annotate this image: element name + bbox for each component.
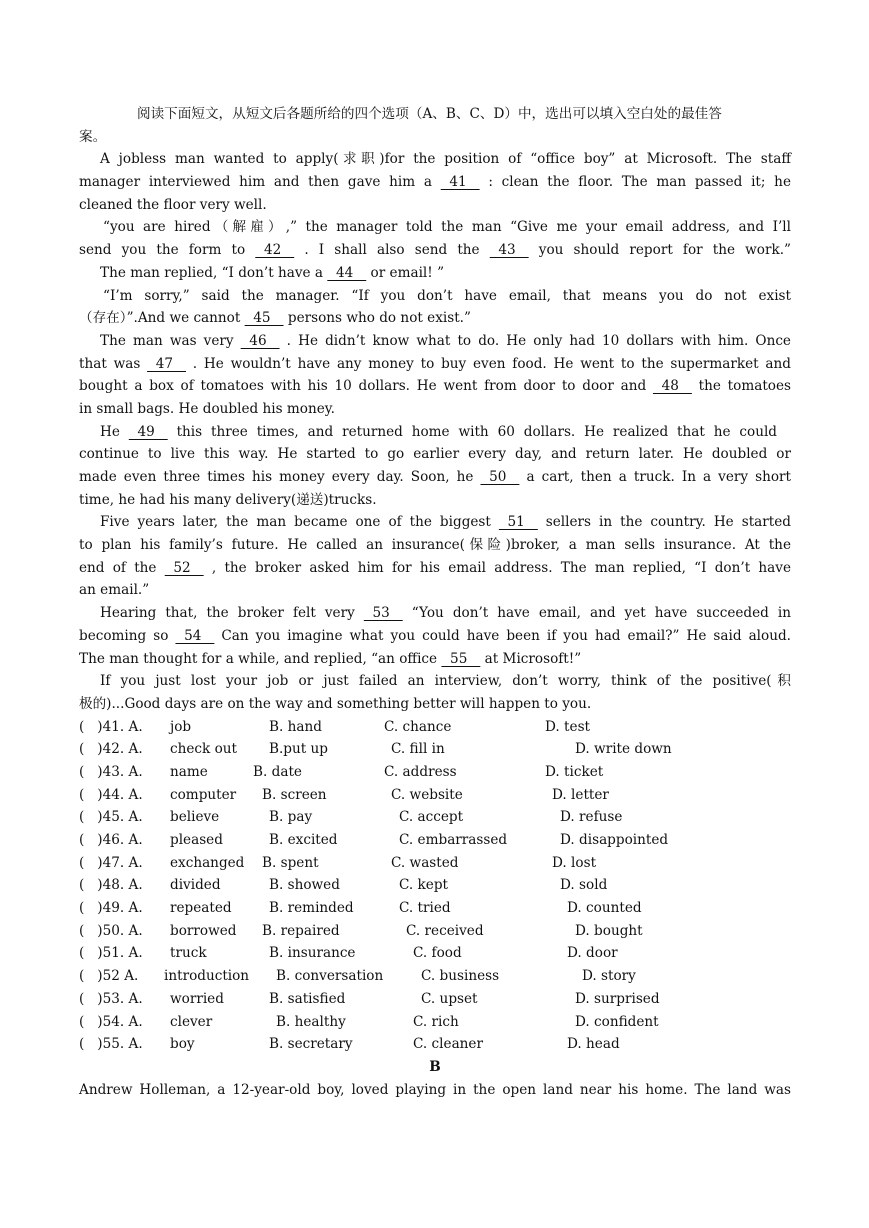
question-row [79,784,791,807]
question-row [79,965,791,988]
option-c: C. upset [421,990,478,1007]
question-number: ( )50. A. [79,922,143,939]
question-row [79,1033,791,1056]
passage-line: an email.” [79,582,150,599]
option-d: D. confident [575,1013,659,1030]
passage-line: end of the 52 , the broker asked him for his email address. The man replied, “I don’t have [79,557,791,580]
passage-line: He 49 this three times, and returned home with 60 dollars. He realized that he could [79,421,791,444]
question-number: ( )41. A. [79,718,143,735]
option-c: C. cleaner [413,1036,483,1053]
option-c: C. received [406,922,484,939]
option-b: B.put up [269,741,329,758]
option-d: D. surprised [575,990,660,1007]
question-row [79,761,791,784]
question-row [79,716,791,739]
option-c: C. embarrassed [399,832,508,848]
question-number: ( )42. A. [79,741,143,758]
answer-blank[interactable]: 50 [480,469,520,485]
passage-line: The man replied, “I don’t have a 44 or email! ” [79,262,791,285]
section-heading: B [429,1058,441,1075]
answer-blank[interactable]: 42 [255,242,295,259]
question-number: ( )48. A. [79,877,143,894]
option-a: worried [170,990,224,1007]
passage-line: becoming so 54 Can you imagine what you could have been if you had email?” He said aloud. [79,625,791,648]
option-a: exchanged [170,854,245,871]
question-number: ( )52 A. [79,968,139,985]
option-c: C. chance [384,718,452,735]
option-b: B. healthy [276,1013,346,1030]
option-b: B. insurance [269,945,356,962]
option-a: name [170,763,208,780]
question-number: ( )47. A. [79,854,143,871]
option-a: introduction [164,968,250,985]
answer-blank[interactable]: 49 [128,423,168,440]
option-d: D. sold [560,877,608,894]
question-row [79,897,791,920]
option-c: C. rich [413,1013,459,1030]
option-c: C. wasted [391,854,459,871]
option-a: borrowed [170,922,237,939]
option-d: D. lost [552,854,597,871]
option-a: truck [170,945,207,962]
option-c: C. accept [399,809,464,826]
option-d: D. refuse [560,809,623,826]
answer-blank[interactable]: 52 [164,559,204,576]
question-row [79,738,791,761]
option-b: B. reminded [269,900,354,917]
answer-blank[interactable]: 48 [652,378,692,395]
option-c: C. website [391,786,463,803]
passage-line: manager interviewed him and then gave him a 41 : clean the floor. The man passed it; he [79,171,791,194]
option-b: B. secretary [269,1036,353,1053]
option-b: B. conversation [276,968,384,985]
answer-blank[interactable]: 46 [240,332,280,349]
answer-blank[interactable]: 54 [175,627,215,644]
option-b: B. hand [269,718,322,735]
answer-blank[interactable]: 43 [489,242,529,259]
option-a: repeated [170,900,232,917]
option-d: D. test [545,718,591,735]
passage-line: send you the form to 42 . I shall also send the 43 you should report for the work.” [79,239,791,262]
option-c: C. fill in [391,741,445,758]
option-a: boy [170,1036,195,1053]
passage-line: Five years later, the man became one of the biggest 51 sellers in the country. He started [79,511,791,534]
passage-line: in small bags. He doubled his money. [79,400,335,417]
option-c: C. food [413,945,462,962]
option-b: B. screen [262,786,327,803]
question-number: ( )45. A. [79,809,143,826]
answer-blank[interactable]: 53 [363,605,403,622]
passage-line: “I’m sorry,” said the manager. “If you don’t have email, that means you do not exist [103,287,791,304]
passage-line: cleaned the floor very well. [79,196,267,213]
passage-line: 极的)...Good days are on the way and something better will happen to you. [79,695,592,712]
option-d: D. letter [552,786,609,803]
question-row [79,852,791,875]
passage-line: continue to live this way. He started to go earlier every day, and return later. He doubled or [79,446,791,463]
passage-line: A jobless man wanted to apply(求职)for the position of “office boy” at Microsoft. The staff [100,151,791,168]
option-a: clever [170,1013,213,1030]
question-list [79,716,791,1056]
passage-line: time, he had his many delivery(递送)trucks. [79,491,377,508]
passage-line: that was 47 . He wouldn’t have any money to buy even food. He went to the supermarket and [79,353,791,376]
option-c: C. address [384,763,457,780]
option-b: B. excited [269,832,338,848]
document-page [79,103,791,1101]
passage-line: （存在）”.And we cannot 45 persons who do not exist.” [79,307,791,330]
question-row [79,874,791,897]
passage-line: If you just lost your job or just failed an interview, don’t worry, think of the positive(积 [100,673,791,690]
option-b: B. spent [262,854,319,871]
option-c: C. business [421,968,500,985]
question-number: ( )43. A. [79,763,143,780]
option-d: D. write down [575,741,672,758]
option-a: computer [170,786,237,803]
option-a: divided [170,877,221,894]
question-row [79,988,791,1011]
question-row [79,1011,791,1034]
option-d: D. counted [567,900,642,917]
answer-blank[interactable]: 47 [147,355,186,372]
answer-blank[interactable]: 55 [441,650,481,667]
question-number: ( )44. A. [79,786,143,803]
option-b: B. repaired [262,922,340,939]
passage-line: made even three times his money every day. Soon, he 50 a cart, then a truck. In a very short [79,466,791,489]
option-a: believe [170,809,220,826]
instruction-line: 阅读下面短文，从短文后各题所给的四个选项（A、B、C、D）中，选出可以填入空白处的最佳答 [137,106,722,122]
question-number: ( )53. A. [79,990,143,1007]
option-d: D. story [582,968,636,985]
passage-line: The man thought for a while, and replied, “an office 55 at Microsoft!” [79,648,791,671]
passage-line: to plan his family’s future. He called an insurance(保险)broker, a man sells insurance. At the [79,537,791,554]
instruction-line: 案。 [79,128,107,145]
option-d: D. bought [575,922,643,939]
passage-line: The man was very 46 . He didn’t know what to do. He only had 10 dollars with him. Once [79,330,791,353]
passage-line: Andrew Holleman, a 12-year-old boy, loved playing in the open land near his home. The land was [79,1081,791,1098]
question-number: ( )54. A. [79,1013,143,1030]
option-d: D. door [567,945,618,962]
option-d: D. disappointed [560,832,669,848]
question-row [79,806,791,829]
option-b: B. pay [269,809,313,826]
option-a: job [170,718,192,735]
option-a: check out [170,741,237,758]
question-number: ( )55. A. [79,1036,143,1053]
question-row [79,829,791,852]
answer-blank[interactable]: 45 [244,310,284,327]
answer-blank[interactable]: 51 [498,514,538,531]
question-row [79,942,791,965]
answer-blank[interactable]: 41 [440,174,480,191]
option-d: D. ticket [545,763,604,780]
passage-line: “you are hired（解雇）,” the manager told the man “Give me your email address, and I’ll [103,219,791,236]
passage-line: bought a box of tomatoes with his 10 dollars. He went from door to door and 48 the tomatoes [79,375,791,398]
option-b: B. date [253,763,302,780]
option-c: C. tried [399,900,451,917]
answer-blank[interactable]: 44 [327,264,367,281]
option-a: pleased [170,832,223,848]
option-b: B. satisfied [269,990,346,1007]
passage-line: Hearing that, the broker felt very 53 “You don’t have email, and yet have succeeded in [79,602,791,625]
option-d: D. head [567,1036,620,1053]
question-number: ( )49. A. [79,900,143,917]
question-number: ( )46. A. [79,832,143,848]
option-c: C. kept [399,877,449,894]
question-row [79,920,791,943]
option-b: B. showed [269,877,340,894]
question-number: ( )51. A. [79,945,143,962]
